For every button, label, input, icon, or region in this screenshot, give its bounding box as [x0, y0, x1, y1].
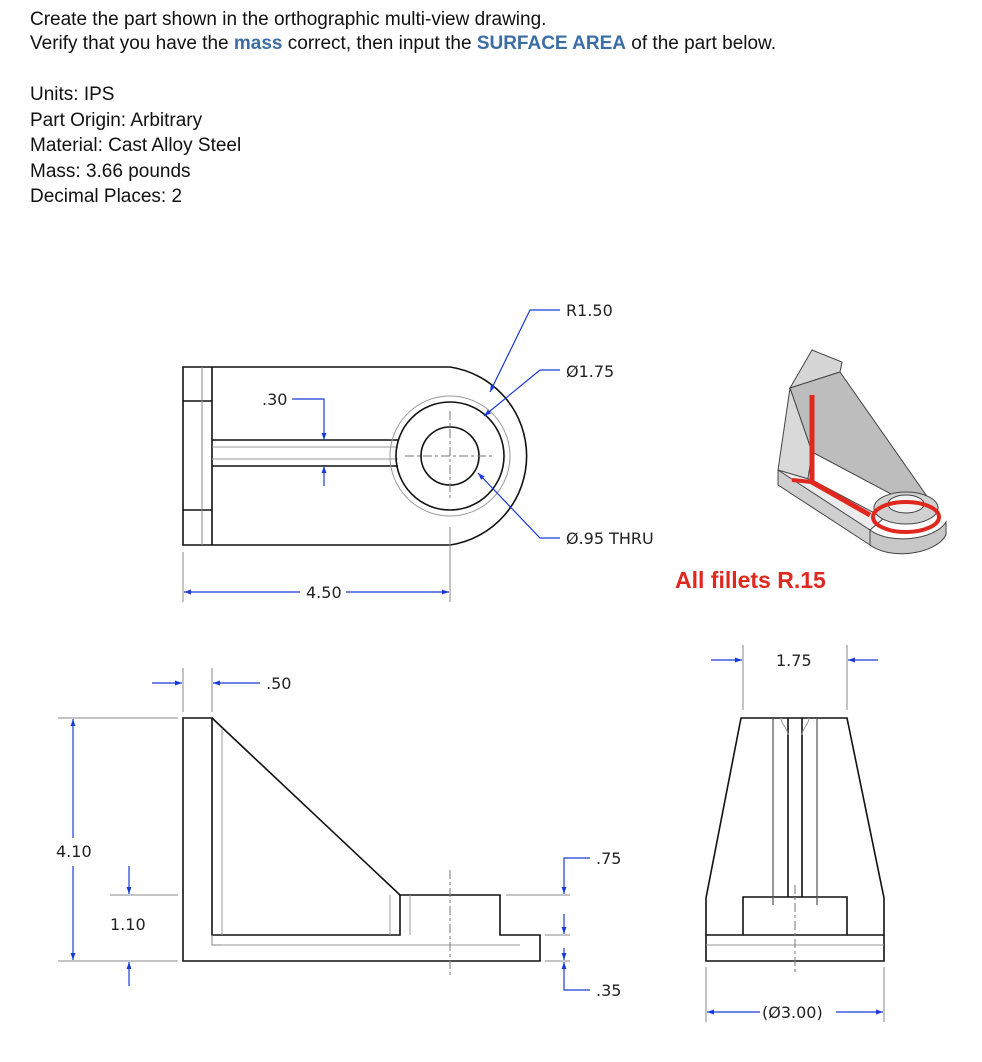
dim-110: 1.10	[110, 915, 146, 934]
dim-30-line	[292, 399, 324, 440]
dim-r150: R1.50	[566, 301, 613, 320]
fillet-line	[212, 935, 230, 945]
dim-75-line	[564, 858, 590, 894]
surface-area-highlight: SURFACE AREA	[476, 33, 627, 54]
instruction-text: correct, then input the	[282, 33, 477, 54]
fillet-line	[802, 718, 809, 735]
dim-30: .30	[262, 390, 288, 409]
leader-d175	[484, 370, 560, 416]
instruction-text: Verify that you have the	[30, 33, 234, 54]
spec-mass: Mass: 3.66 pounds	[30, 160, 191, 182]
dim-450: 4.50	[306, 583, 342, 602]
mass-highlight: mass	[233, 33, 283, 54]
side-view	[706, 718, 884, 975]
iso-fillet-highlight	[792, 480, 812, 482]
isometric-preview	[778, 350, 946, 554]
dim-d175: Ø1.75	[566, 362, 615, 381]
fillet-note: All fillets R.15	[675, 567, 826, 593]
fillet-line	[781, 718, 788, 735]
front-view	[183, 718, 540, 975]
dim-175-width: 1.75	[776, 651, 812, 670]
top-view	[183, 367, 527, 545]
spec-material: Material: Cast Alloy Steel	[30, 135, 242, 156]
dim-50: .50	[266, 674, 292, 693]
spec-units: Units: IPS	[30, 84, 115, 105]
front-view-dimensions	[58, 668, 590, 990]
dim-75: .75	[596, 849, 622, 868]
leader-r150	[490, 310, 560, 392]
rib-hypotenuse	[212, 718, 400, 895]
spec-decimals: Decimal Places: 2	[30, 186, 183, 207]
dim-d95-thru: Ø.95 THRU	[566, 529, 654, 548]
instruction-line-1: Create the part shown in the orthographic multi-view drawing.	[30, 9, 547, 30]
dim-410: 4.10	[56, 842, 92, 861]
instruction-text: of the part below.	[626, 33, 777, 54]
top-view-outline	[183, 367, 527, 545]
dim-300: (Ø3.00)	[762, 1003, 823, 1022]
front-view-outline	[183, 718, 540, 961]
spec-origin: Part Origin: Arbitrary	[30, 109, 203, 131]
dim-35-line	[564, 962, 590, 990]
dim-35: .35	[596, 981, 622, 1000]
